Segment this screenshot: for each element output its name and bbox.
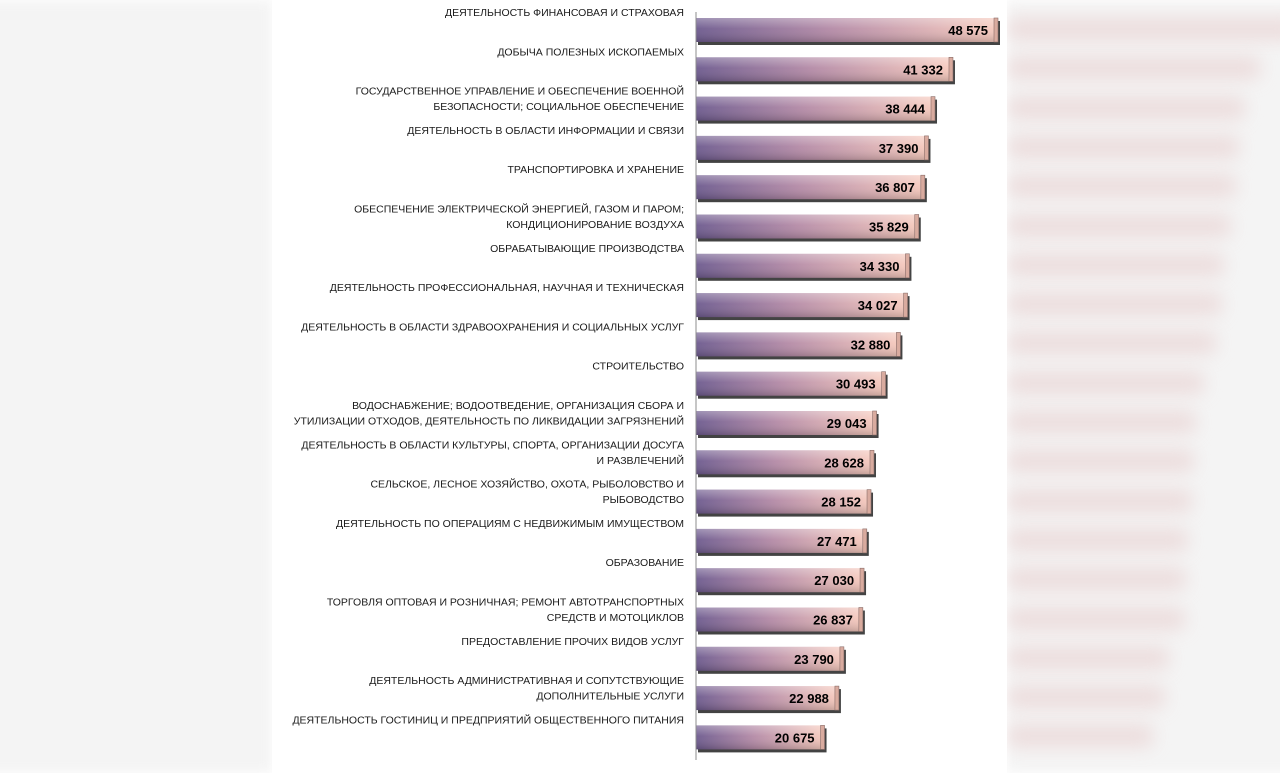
bar-value-label: 34 027 — [857, 298, 898, 314]
ghost-bar — [1007, 725, 1153, 747]
bar-row — [592, 361, 887, 399]
bar-value-label: 37 390 — [878, 140, 919, 156]
category-label: ДЕЯТЕЛЬНОСТЬ ГОСТИНИЦ И ПРЕДПРИЯТИЙ ОБЩЕСТВЕННОГО ПИТАНИЯ — [292, 714, 684, 727]
category-label: ПРЕДОСТАВЛЕНИЕ ПРОЧИХ ВИДОВ УСЛУГ — [461, 635, 684, 648]
bar-end-cap — [924, 136, 928, 160]
bar-row — [507, 164, 926, 202]
bar-row — [370, 478, 873, 517]
ghost-bar — [1007, 647, 1169, 669]
bar-end-cap — [896, 332, 900, 356]
bar-end-cap — [905, 254, 909, 278]
bar-value-label: 34 330 — [859, 258, 900, 274]
ghost-bar — [1007, 215, 1231, 237]
bar-value-label: 30 493 — [835, 376, 876, 392]
bar-value-label: 32 880 — [850, 337, 891, 353]
bar-value-label: 27 471 — [817, 533, 857, 549]
blurred-left-margin — [0, 0, 272, 773]
category-label: ТРАНСПОРТИРОВКА И ХРАНЕНИЕ — [507, 164, 684, 177]
bar-row — [354, 203, 921, 242]
bar-row — [336, 518, 869, 556]
category-label: И РАЗВЛЕЧЕНИЙ — [596, 454, 684, 467]
bar-row — [356, 85, 937, 124]
category-label: РЫБОВОДСТВО — [602, 494, 684, 507]
ghost-bar — [1007, 175, 1236, 197]
bar-end-cap — [863, 529, 867, 553]
chart-panel — [272, 0, 1007, 773]
category-label: ОБЕСПЕЧЕНИЕ ЭЛЕКТРИЧЕСКОЙ ЭНЕРГИЕЙ, ГАЗОМ И ПАРОМ; — [354, 203, 684, 216]
category-label: ДОБЫЧА ПОЛЕЗНЫХ ИСКОПАЕМЫХ — [497, 46, 684, 59]
bar-row — [606, 557, 866, 595]
ghost-bar — [1007, 568, 1186, 590]
category-label: ДЕЯТЕЛЬНОСТЬ В ОБЛАСТИ ИНФОРМАЦИИ И СВЯЗИ — [407, 124, 684, 137]
bar-value-label: 29 043 — [826, 416, 867, 431]
category-label: ДЕЯТЕЛЬНОСТЬ ПО ОПЕРАЦИЯМ С НЕДВИЖИМЫМ ИМУЩЕСТВОМ — [335, 517, 684, 530]
ghost-bar — [1007, 293, 1222, 315]
category-label: ТОРГОВЛЯ ОПТОВАЯ И РОЗНИЧНАЯ; РЕМОНТ АВТОТРАНСПОРТНЫХ — [326, 596, 684, 609]
bar-row — [301, 321, 902, 359]
ghost-bar — [1007, 136, 1239, 158]
category-label: ДОПОЛНИТЕЛЬНЫЕ УСЛУГИ — [536, 690, 684, 703]
bar-row — [294, 400, 879, 438]
category-label: ДЕЯТЕЛЬНОСТЬ АДМИНИСТРАТИВНАЯ И СОПУТСТВУЮЩИЕ — [369, 675, 684, 688]
category-label: ОБРАЗОВАНИЕ — [605, 557, 684, 570]
bar-end-cap — [821, 725, 825, 749]
bar-value-label: 41 332 — [903, 62, 943, 78]
category-label: ДЕЯТЕЛЬНОСТЬ В ОБЛАСТИ КУЛЬТУРЫ, СПОРТА, ОРГАНИЗАЦИИ ДОСУГА — [301, 439, 684, 452]
bar-row — [461, 636, 846, 674]
ghost-bar — [1007, 57, 1260, 79]
bar-end-cap — [994, 18, 998, 42]
category-label: ГОСУДАРСТВЕННОЕ УПРАВЛЕНИЕ И ОБЕСПЕЧЕНИЕ ВОЕННОЙ — [355, 85, 684, 98]
bar-end-cap — [873, 411, 877, 435]
bar-end-cap — [835, 686, 839, 710]
bar-value-label: 35 829 — [868, 219, 909, 235]
category-label: КОНДИЦИОНИРОВАНИЕ ВОЗДУХА — [506, 219, 684, 231]
category-label: ВОДОСНАБЖЕНИЕ; ВОДООТВЕДЕНИЕ, ОРГАНИЗАЦИЯ СБОРА И — [352, 400, 684, 412]
bar-value-label: 26 837 — [813, 612, 853, 628]
ghost-bar — [1007, 529, 1188, 551]
bar-value-label: 36 807 — [875, 180, 915, 196]
ghost-bar — [1007, 97, 1245, 119]
bar-end-cap — [882, 372, 886, 396]
bars-layer — [292, 7, 1000, 752]
ghost-bar — [1007, 608, 1185, 630]
bar-row — [497, 46, 955, 84]
category-label: ОБРАБАТЫВАЮЩИЕ ПРОИЗВОДСТВА — [490, 242, 684, 255]
ghost-bar — [1007, 18, 1280, 40]
bar-value-label: 23 790 — [794, 651, 834, 667]
bar-end-cap — [859, 608, 863, 632]
bar-value-label: 38 444 — [885, 101, 926, 117]
category-label: СЕЛЬСКОЕ, ЛЕСНОЕ ХОЗЯЙСТВО, ОХОТА, РЫБОЛОВСТВО И — [370, 478, 684, 491]
bar-row — [490, 243, 911, 281]
bar-value-label: 28 628 — [824, 455, 864, 471]
category-label: ДЕЯТЕЛЬНОСТЬ ФИНАНСОВАЯ И СТРАХОВАЯ — [445, 7, 684, 19]
bar-end-cap — [867, 490, 871, 514]
bar-end-cap — [931, 97, 935, 121]
category-label: СТРОИТЕЛЬСТВО — [592, 360, 684, 373]
bar-end-cap — [870, 450, 874, 474]
ghost-bar — [1007, 254, 1224, 276]
category-label: ДЕЯТЕЛЬНОСТЬ ПРОФЕССИОНАЛЬНАЯ, НАУЧНАЯ И ТЕХНИЧЕСКАЯ — [329, 282, 684, 295]
ghost-bar — [1007, 411, 1196, 433]
bar-row — [301, 439, 876, 477]
bar-value-label: 22 988 — [789, 691, 829, 707]
bar-value-label: 48 575 — [948, 23, 988, 38]
ghost-bar — [1007, 332, 1216, 354]
ghost-bar — [1007, 450, 1194, 472]
bar-row — [445, 7, 1000, 45]
bar-row — [369, 675, 841, 713]
bar-value-label: 27 030 — [814, 573, 855, 589]
category-label: БЕЗОПАСНОСТИ; СОЦИАЛЬНОЕ ОБЕСПЕЧЕНИЕ — [433, 101, 684, 114]
bar-end-cap — [840, 647, 844, 671]
ghost-bar — [1007, 490, 1192, 512]
bar-chart — [272, 0, 1007, 773]
category-label: СРЕДСТВ И МОТОЦИКЛОВ — [546, 612, 684, 624]
bar-end-cap — [915, 215, 919, 239]
bar-row — [407, 125, 930, 163]
bar-value-label: 28 152 — [821, 494, 862, 510]
bar-row — [327, 597, 865, 635]
bar-end-cap — [921, 175, 925, 199]
bar-value-label: 20 675 — [774, 730, 815, 746]
ghost-bar — [1007, 686, 1165, 708]
bar-row — [330, 282, 910, 320]
category-label: ДЕЯТЕЛЬНОСТЬ В ОБЛАСТИ ЗДРАВООХРАНЕНИЯ И СОЦИАЛЬНЫХ УСЛУГ — [301, 321, 684, 334]
bar-end-cap — [949, 57, 953, 81]
bar-end-cap — [904, 293, 908, 317]
bar-end-cap — [860, 568, 864, 592]
category-label: УТИЛИЗАЦИИ ОТХОДОВ, ДЕЯТЕЛЬНОСТЬ ПО ЛИКВИДАЦИИ ЗАГРЯЗНЕНИЙ — [293, 415, 684, 428]
ghost-bar — [1007, 372, 1204, 394]
bar-row — [292, 713, 826, 752]
